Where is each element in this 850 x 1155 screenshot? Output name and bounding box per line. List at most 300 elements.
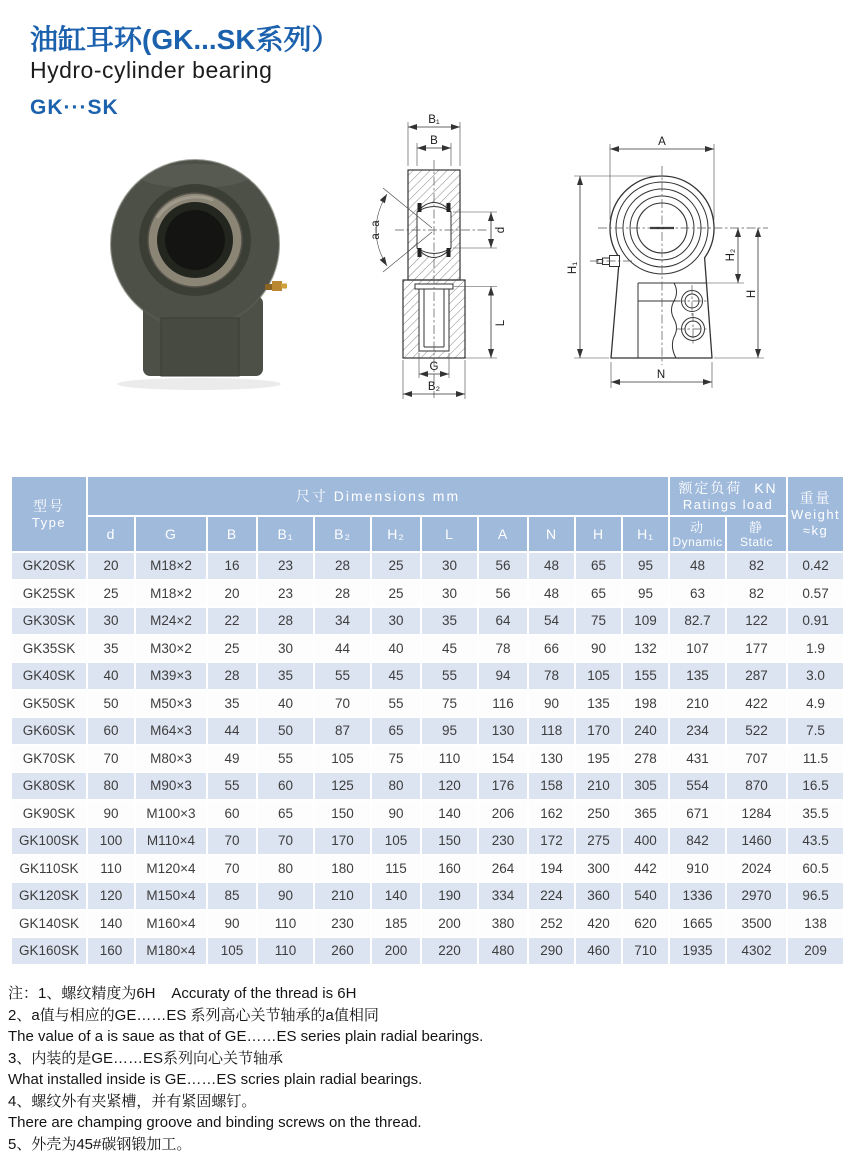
value-cell: 60: [87, 717, 135, 745]
value-cell: 135: [669, 662, 726, 690]
value-cell: 234: [669, 717, 726, 745]
value-cell: 30: [421, 552, 478, 580]
value-cell: 220: [421, 937, 478, 965]
value-cell: 135: [575, 690, 622, 718]
value-cell: 115: [371, 855, 421, 883]
dim-label-a: A: [658, 136, 666, 148]
value-cell: M110×4: [135, 827, 207, 855]
value-cell: 0.57: [787, 580, 844, 608]
value-cell: 180: [314, 855, 371, 883]
value-cell: 130: [478, 717, 528, 745]
col-header-dim: [478, 516, 528, 552]
value-cell: 120: [87, 882, 135, 910]
value-cell: 56: [478, 580, 528, 608]
dim-h: [714, 228, 764, 358]
table-row: [11, 910, 844, 938]
value-cell: 70: [207, 855, 257, 883]
value-cell: 206: [478, 800, 528, 828]
value-cell: 170: [314, 827, 371, 855]
value-cell: 65: [575, 552, 622, 580]
header-row-1: [11, 476, 844, 516]
value-cell: 278: [622, 745, 669, 773]
value-cell: 910: [669, 855, 726, 883]
value-cell: 82: [726, 580, 787, 608]
dim-label-l: L: [495, 319, 507, 326]
value-cell: 30: [87, 607, 135, 635]
value-cell: 160: [421, 855, 478, 883]
col-header-dim: [575, 516, 622, 552]
value-cell: M24×2: [135, 607, 207, 635]
value-cell: 140: [87, 910, 135, 938]
value-cell: M90×3: [135, 772, 207, 800]
value-cell: 4302: [726, 937, 787, 965]
value-cell: 20: [87, 552, 135, 580]
col-header-dim: [622, 516, 669, 552]
value-cell: 162: [528, 800, 575, 828]
value-cell: 105: [207, 937, 257, 965]
note-line: 4、螺纹外有夹紧槽，并有紧固螺钉。: [8, 1091, 828, 1113]
table-row: [11, 717, 844, 745]
value-cell: 185: [371, 910, 421, 938]
spec-table: [10, 475, 845, 966]
table-row: [11, 772, 844, 800]
col-header-dim: [87, 516, 135, 552]
value-cell: 22: [207, 607, 257, 635]
value-cell: 105: [371, 827, 421, 855]
value-cell: 194: [528, 855, 575, 883]
table-row: [11, 552, 844, 580]
value-cell: 28: [314, 552, 371, 580]
dim-letter: d: [88, 526, 134, 542]
value-cell: 50: [257, 717, 314, 745]
value-cell: 48: [528, 552, 575, 580]
weight-label-en: Weight: [788, 507, 843, 523]
value-cell: 140: [421, 800, 478, 828]
value-cell: 360: [575, 882, 622, 910]
col-header-dim: [257, 516, 314, 552]
value-cell: 45: [371, 662, 421, 690]
photo-shadow: [117, 378, 281, 390]
value-cell: 80: [87, 772, 135, 800]
value-cell: 540: [622, 882, 669, 910]
value-cell: 480: [478, 937, 528, 965]
value-cell: 65: [257, 800, 314, 828]
value-cell: 195: [575, 745, 622, 773]
value-cell: 710: [622, 937, 669, 965]
dim-letter: B: [208, 526, 256, 542]
value-cell: 43.5: [787, 827, 844, 855]
value-cell: 70: [87, 745, 135, 773]
value-cell: 35.5: [787, 800, 844, 828]
type-cell: GK110SK: [11, 855, 87, 883]
col-header-static: [726, 516, 787, 552]
value-cell: 707: [726, 745, 787, 773]
value-cell: 400: [622, 827, 669, 855]
value-cell: 620: [622, 910, 669, 938]
value-cell: 200: [371, 937, 421, 965]
value-cell: 95: [622, 580, 669, 608]
type-cell: GK20SK: [11, 552, 87, 580]
value-cell: 125: [314, 772, 371, 800]
value-cell: 264: [478, 855, 528, 883]
value-cell: 60: [257, 772, 314, 800]
value-cell: 300: [575, 855, 622, 883]
value-cell: 78: [528, 662, 575, 690]
value-cell: 35: [87, 635, 135, 663]
note-line: The value of a is saue as that of GE……ES series plain radial bearings.: [8, 1026, 828, 1048]
page-title-en: Hydro-cylinder bearing: [30, 57, 272, 84]
value-cell: 11.5: [787, 745, 844, 773]
value-cell: 94: [478, 662, 528, 690]
value-cell: 287: [726, 662, 787, 690]
value-cell: M18×2: [135, 580, 207, 608]
static-label-en: Static: [727, 535, 786, 549]
value-cell: 95: [622, 552, 669, 580]
value-cell: 90: [257, 882, 314, 910]
value-cell: 7.5: [787, 717, 844, 745]
value-cell: M160×4: [135, 910, 207, 938]
value-cell: 224: [528, 882, 575, 910]
value-cell: 25: [371, 580, 421, 608]
value-cell: 65: [371, 717, 421, 745]
dim-letter: H: [576, 526, 621, 542]
value-cell: 78: [478, 635, 528, 663]
value-cell: 176: [478, 772, 528, 800]
col-header-dim: [528, 516, 575, 552]
value-cell: 110: [257, 910, 314, 938]
value-cell: 105: [575, 662, 622, 690]
value-cell: 55: [421, 662, 478, 690]
value-cell: 130: [528, 745, 575, 773]
value-cell: 200: [421, 910, 478, 938]
value-cell: 44: [207, 717, 257, 745]
value-cell: 250: [575, 800, 622, 828]
value-cell: M18×2: [135, 552, 207, 580]
value-cell: 554: [669, 772, 726, 800]
value-cell: 75: [371, 745, 421, 773]
value-cell: 118: [528, 717, 575, 745]
value-cell: 3.0: [787, 662, 844, 690]
value-cell: 170: [575, 717, 622, 745]
value-cell: 34: [314, 607, 371, 635]
value-cell: 198: [622, 690, 669, 718]
dynamic-label-cn: 动: [670, 520, 725, 535]
dim-letter: A: [479, 526, 527, 542]
table-row: [11, 662, 844, 690]
static-label-cn: 静: [727, 520, 786, 535]
value-cell: 90: [207, 910, 257, 938]
value-cell: 23: [257, 580, 314, 608]
value-cell: 30: [421, 580, 478, 608]
value-cell: 70: [207, 827, 257, 855]
table-row: [11, 607, 844, 635]
col-header-weight: [787, 476, 844, 552]
value-cell: 305: [622, 772, 669, 800]
value-cell: 45: [421, 635, 478, 663]
value-cell: 0.91: [787, 607, 844, 635]
col-header-dim: [314, 516, 371, 552]
type-cell: GK40SK: [11, 662, 87, 690]
value-cell: 70: [257, 827, 314, 855]
type-cell: GK140SK: [11, 910, 87, 938]
note-line: 5、外壳为45#碳钢锻加工。: [8, 1134, 828, 1155]
bearing-bore: [139, 184, 251, 296]
front-view-drawing: [562, 108, 847, 408]
value-cell: 25: [371, 552, 421, 580]
value-cell: 25: [87, 580, 135, 608]
dim-n: [611, 362, 712, 388]
value-cell: 177: [726, 635, 787, 663]
table-row: [11, 580, 844, 608]
value-cell: 28: [314, 580, 371, 608]
load-label-en: Ratings load: [670, 497, 786, 513]
type-cell: GK80SK: [11, 772, 87, 800]
value-cell: M180×4: [135, 937, 207, 965]
value-cell: 380: [478, 910, 528, 938]
value-cell: 210: [669, 690, 726, 718]
value-cell: 30: [371, 607, 421, 635]
value-cell: 431: [669, 745, 726, 773]
dim-label-b: B: [430, 135, 438, 147]
dim-letter: B₂: [315, 526, 370, 542]
col-header-dim: [135, 516, 207, 552]
value-cell: 90: [575, 635, 622, 663]
load-label-cn: 额定负荷 KN: [670, 480, 786, 497]
value-cell: 1460: [726, 827, 787, 855]
value-cell: 870: [726, 772, 787, 800]
table-row: [11, 827, 844, 855]
type-cell: GK90SK: [11, 800, 87, 828]
value-cell: 522: [726, 717, 787, 745]
type-label-cn: 型号: [12, 498, 86, 515]
value-cell: 16.5: [787, 772, 844, 800]
table-row: [11, 800, 844, 828]
value-cell: 109: [622, 607, 669, 635]
value-cell: 150: [421, 827, 478, 855]
value-cell: 140: [371, 882, 421, 910]
value-cell: M80×3: [135, 745, 207, 773]
value-cell: 80: [371, 772, 421, 800]
value-cell: 75: [421, 690, 478, 718]
value-cell: 49: [207, 745, 257, 773]
type-cell: GK120SK: [11, 882, 87, 910]
value-cell: 55: [314, 662, 371, 690]
value-cell: 132: [622, 635, 669, 663]
value-cell: 1935: [669, 937, 726, 965]
col-header-dynamic: [669, 516, 726, 552]
header-row-2: [11, 516, 844, 552]
value-cell: 2024: [726, 855, 787, 883]
value-cell: M39×3: [135, 662, 207, 690]
value-cell: 1.9: [787, 635, 844, 663]
dim-label-n: N: [657, 369, 665, 381]
dim-letter: B₁: [258, 526, 313, 542]
value-cell: 55: [257, 745, 314, 773]
value-cell: 110: [87, 855, 135, 883]
note-line: What installed inside is GE……ES scries plain radial bearings.: [8, 1069, 828, 1091]
value-cell: 1665: [669, 910, 726, 938]
col-header-dimensions: [87, 476, 669, 516]
value-cell: 172: [528, 827, 575, 855]
value-cell: 30: [257, 635, 314, 663]
note-line: 3、内装的是GE……ES系列向心关节轴承: [8, 1048, 828, 1070]
value-cell: 671: [669, 800, 726, 828]
value-cell: 23: [257, 552, 314, 580]
value-cell: 50: [87, 690, 135, 718]
dim-letter: L: [422, 526, 477, 542]
dim-letter: N: [529, 526, 574, 542]
value-cell: 210: [314, 882, 371, 910]
value-cell: 230: [478, 827, 528, 855]
value-cell: 87: [314, 717, 371, 745]
value-cell: 82: [726, 552, 787, 580]
type-label-en: Type: [12, 515, 86, 531]
dim-letter: H₂: [372, 526, 420, 542]
dim-label-h2: H₂: [725, 249, 737, 262]
value-cell: 35: [257, 662, 314, 690]
dimensions-label: 尺寸 Dimensions mm: [88, 488, 668, 505]
value-cell: 28: [207, 662, 257, 690]
col-header-dim: [421, 516, 478, 552]
col-header-type: [11, 476, 87, 552]
value-cell: 60: [207, 800, 257, 828]
type-cell: GK160SK: [11, 937, 87, 965]
value-cell: 150: [314, 800, 371, 828]
value-cell: 422: [726, 690, 787, 718]
type-cell: GK25SK: [11, 580, 87, 608]
value-cell: 2970: [726, 882, 787, 910]
value-cell: 48: [669, 552, 726, 580]
dim-letter: G: [136, 526, 206, 542]
value-cell: 420: [575, 910, 622, 938]
value-cell: 460: [575, 937, 622, 965]
value-cell: 252: [528, 910, 575, 938]
table-row: [11, 855, 844, 883]
value-cell: 35: [421, 607, 478, 635]
value-cell: 70: [314, 690, 371, 718]
value-cell: 80: [257, 855, 314, 883]
value-cell: 56: [478, 552, 528, 580]
table-row: [11, 937, 844, 965]
dynamic-label-en: Dynamic: [670, 535, 725, 549]
value-cell: 155: [622, 662, 669, 690]
value-cell: 20: [207, 580, 257, 608]
value-cell: 1284: [726, 800, 787, 828]
value-cell: 44: [314, 635, 371, 663]
value-cell: 4.9: [787, 690, 844, 718]
value-cell: 55: [207, 772, 257, 800]
table-row: [11, 745, 844, 773]
value-cell: 209: [787, 937, 844, 965]
value-cell: 105: [314, 745, 371, 773]
value-cell: 154: [478, 745, 528, 773]
dim-label-d: d: [495, 227, 507, 233]
value-cell: 334: [478, 882, 528, 910]
col-header-dim: [371, 516, 421, 552]
value-cell: 28: [257, 607, 314, 635]
dim-label-h: H: [746, 290, 758, 298]
type-cell: GK50SK: [11, 690, 87, 718]
value-cell: 230: [314, 910, 371, 938]
value-cell: 290: [528, 937, 575, 965]
value-cell: 275: [575, 827, 622, 855]
value-cell: 16: [207, 552, 257, 580]
value-cell: 65: [575, 580, 622, 608]
value-cell: 1336: [669, 882, 726, 910]
note-line: There are champing groove and binding screws on the thread.: [8, 1112, 828, 1134]
dim-label-g: G: [430, 361, 439, 373]
value-cell: 25: [207, 635, 257, 663]
value-cell: 64: [478, 607, 528, 635]
value-cell: 40: [87, 662, 135, 690]
type-cell: GK35SK: [11, 635, 87, 663]
value-cell: 35: [207, 690, 257, 718]
value-cell: M100×3: [135, 800, 207, 828]
value-cell: M120×4: [135, 855, 207, 883]
type-cell: GK60SK: [11, 717, 87, 745]
weight-unit: ≈kg: [788, 523, 843, 539]
value-cell: 90: [528, 690, 575, 718]
type-cell: GK70SK: [11, 745, 87, 773]
value-cell: 842: [669, 827, 726, 855]
value-cell: 116: [478, 690, 528, 718]
value-cell: 110: [421, 745, 478, 773]
value-cell: 138: [787, 910, 844, 938]
value-cell: 240: [622, 717, 669, 745]
note-line: 注：1、螺纹精度为6H Accuraty of the thread is 6H: [8, 983, 828, 1005]
value-cell: M64×3: [135, 717, 207, 745]
spec-table-wrapper: [10, 475, 845, 966]
value-cell: 54: [528, 607, 575, 635]
value-cell: 442: [622, 855, 669, 883]
series-label: GK···SK: [30, 96, 119, 120]
section-view-drawing: [365, 108, 515, 403]
value-cell: 40: [371, 635, 421, 663]
type-cell: GK30SK: [11, 607, 87, 635]
value-cell: M150×4: [135, 882, 207, 910]
notes: [8, 983, 828, 1155]
type-cell: GK100SK: [11, 827, 87, 855]
value-cell: 365: [622, 800, 669, 828]
value-cell: 0.42: [787, 552, 844, 580]
dim-letter: H₁: [623, 526, 668, 542]
page-title-cn: 油缸耳环(GK...SK系列）: [30, 18, 340, 58]
dim-label-b1: B₁: [428, 114, 440, 126]
value-cell: 75: [575, 607, 622, 635]
value-cell: 122: [726, 607, 787, 635]
value-cell: 48: [528, 580, 575, 608]
weight-label-cn: 重量: [788, 490, 843, 507]
table-row: [11, 635, 844, 663]
value-cell: 107: [669, 635, 726, 663]
value-cell: 160: [87, 937, 135, 965]
value-cell: 66: [528, 635, 575, 663]
value-cell: 82.7: [669, 607, 726, 635]
value-cell: M50×3: [135, 690, 207, 718]
col-header-load: [669, 476, 787, 516]
value-cell: 55: [371, 690, 421, 718]
value-cell: 110: [257, 937, 314, 965]
shank-face: [161, 318, 239, 376]
value-cell: 120: [421, 772, 478, 800]
value-cell: 158: [528, 772, 575, 800]
dim-label-h1: H₁: [567, 262, 579, 274]
value-cell: 260: [314, 937, 371, 965]
value-cell: 3500: [726, 910, 787, 938]
value-cell: 63: [669, 580, 726, 608]
product-photo: [95, 148, 305, 396]
value-cell: M30×2: [135, 635, 207, 663]
